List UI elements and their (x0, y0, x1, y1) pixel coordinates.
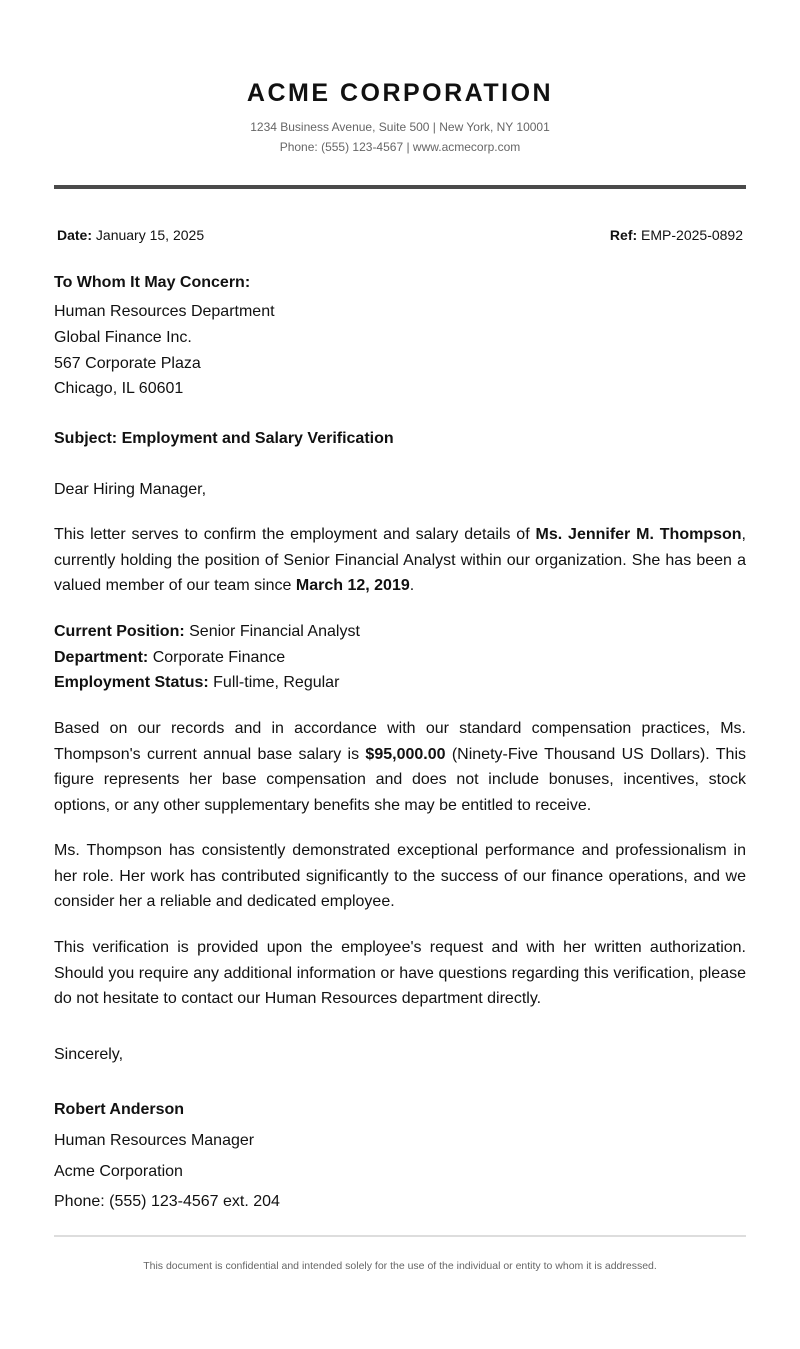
detail-row (54, 645, 746, 671)
paragraph-confirmation (54, 522, 746, 599)
header-divider (54, 185, 746, 189)
paragraph-performance: Ms. Thompson has consistently demonstrated exceptional performance and professionalism in her role. Her work has contributed significantly to the success of our finance operations, and we consider her a reliable and dedicated employee. (54, 842, 746, 911)
subject-line: Subject: Employment and Salary Verification (54, 430, 394, 447)
detail-row (54, 670, 746, 696)
start-date: March 12, 2019 (295, 577, 410, 595)
detail-value: Senior Financial Analyst (189, 623, 360, 640)
paragraph-text: . (409, 577, 415, 595)
recipient-address (54, 299, 746, 402)
reference-line (610, 226, 743, 244)
paragraph-text: (Ninety-Five Thousand US Dollars). This figure represents her base compensation and does not include bonuses, incentives, stock options, or any other supplementary benefits she may be entitled to receive. (54, 745, 747, 814)
salary-amount: $95,000.00 (365, 745, 446, 763)
paragraph-salary (54, 716, 746, 818)
date-line (57, 226, 204, 244)
detail-value: Full-time, Regular (213, 674, 340, 692)
detail-row (54, 619, 746, 645)
detail-label: Current Position: (54, 623, 185, 640)
paragraph-text: This letter serves to confirm the employment and salary details of (54, 526, 536, 543)
company-name: ACME CORPORATION (246, 79, 554, 107)
company-contact: Phone: (555) 123-4567 | www.acmecorp.com (279, 140, 521, 154)
paragraph-text: , currently holding the position of Senior Financial Analyst within our organization. She has been a valued member of our team since (54, 526, 746, 595)
recipient-line: 567 Corporate Plaza (54, 354, 201, 372)
paragraph-authorization: This verification is provided upon the employee's request and with her written authorization. Should you require any additional information or have questions regarding this verification, please do not hesitate to contact our Human Resources department directly. (54, 939, 746, 1008)
detail-value: Corporate Finance (152, 648, 286, 666)
letter-meta (57, 226, 743, 244)
greeting: Dear Hiring Manager, (54, 481, 207, 498)
date-label: Date: (57, 227, 93, 243)
signer-phone: Phone: (555) 123-4567 ext. 204 (54, 1193, 280, 1210)
signer-company: Acme Corporation (54, 1163, 183, 1180)
letter-page (54, 0, 747, 1272)
recipient-line: Human Resources Department (54, 303, 275, 320)
company-address: 1234 Business Avenue, Suite 500 | New York, NY 10001 (250, 120, 550, 134)
ref-label: Ref: (609, 227, 638, 243)
recipient-heading: To Whom It May Concern: (54, 274, 251, 291)
employment-details (54, 619, 746, 696)
letterhead (54, 0, 746, 157)
confidentiality-note: This document is confidential and intended solely for the use of the individual or entity to whom it is addressed. (143, 1260, 657, 1272)
paragraph-text: Based on our records and in accordance with our standard compensation practices, Ms. Thompson's current annual base salary is (54, 720, 746, 763)
employee-name: Ms. Jennifer M. Thompson (535, 526, 742, 543)
ref-value: EMP-2025-0892 (641, 227, 743, 243)
recipient-line: Chicago, IL 60601 (54, 380, 184, 398)
signer-title: Human Resources Manager (54, 1132, 255, 1149)
signer-name: Robert Anderson (54, 1101, 185, 1118)
date-value: January 15, 2025 (95, 227, 205, 243)
closing: Sincerely, (54, 1046, 124, 1063)
detail-label: Department: (54, 648, 149, 666)
recipient-line: Global Finance Inc. (54, 328, 192, 346)
footer-divider (54, 1235, 746, 1237)
detail-label: Employment Status: (54, 674, 209, 692)
